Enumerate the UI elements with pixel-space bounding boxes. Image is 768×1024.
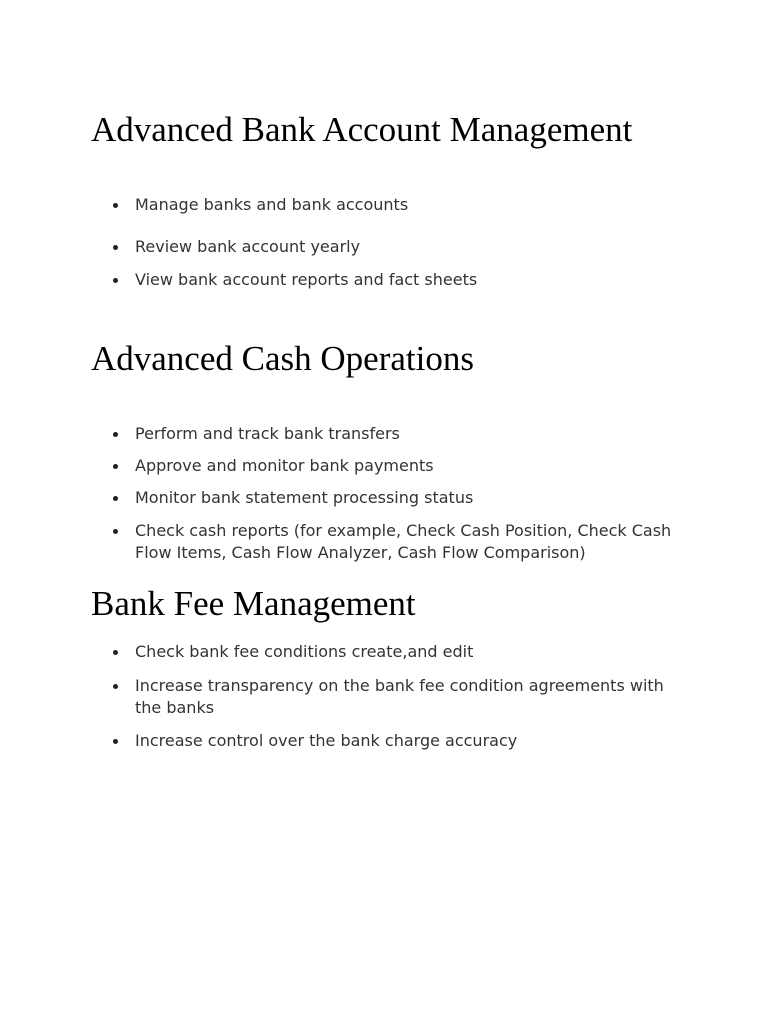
section-bank-fee-management (91, 584, 691, 624)
bullet-icon (113, 203, 118, 208)
bullet-icon (113, 684, 118, 689)
section-bank-account-management (91, 110, 691, 150)
bullet-icon (113, 529, 118, 534)
bullet-icon (113, 432, 118, 437)
section-cash-operations (91, 339, 691, 379)
bullet-icon (113, 245, 118, 250)
list-item: Increase transparency on the bank fee condition agreements with the banks (91, 675, 691, 719)
list-item: Approve and monitor bank payments (91, 455, 691, 477)
list-item: Check bank fee conditions create,and edit (91, 641, 691, 663)
section-heading: Bank Fee Management (91, 584, 416, 623)
section-heading: Advanced Bank Account Management (91, 110, 633, 149)
list-item: View bank account reports and fact sheets (91, 269, 691, 291)
list-item: Review bank account yearly (91, 236, 691, 258)
section-heading: Advanced Cash Operations (91, 339, 474, 378)
list-item: Check cash reports (for example, Check Cash Position, Check Cash Flow Items, Cash Flow Analyzer, Cash Flow Comparison) (91, 520, 691, 564)
bullet-icon (113, 739, 118, 744)
list-item: Perform and track bank transfers (91, 423, 691, 445)
bullet-icon (113, 278, 118, 283)
bullet-icon (113, 650, 118, 655)
list-item: Monitor bank statement processing status (91, 487, 691, 509)
bullet-icon (113, 496, 118, 501)
list-item: Manage banks and bank accounts (91, 194, 691, 216)
list-item: Increase control over the bank charge accuracy (91, 730, 691, 752)
bullet-icon (113, 464, 118, 469)
